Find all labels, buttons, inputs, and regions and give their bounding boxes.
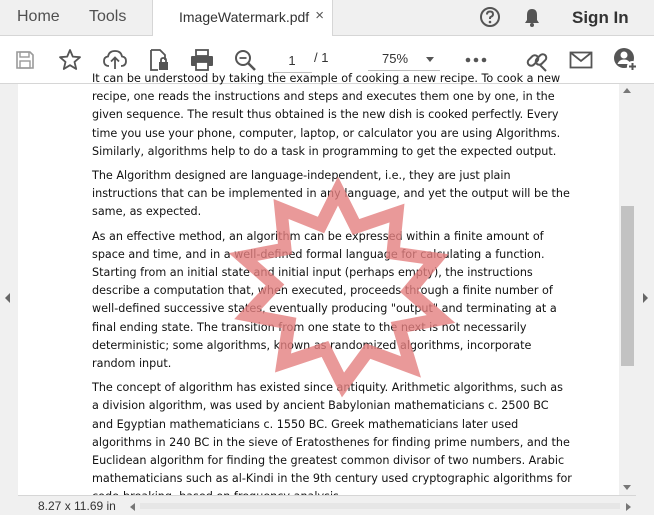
chevron-down-icon	[426, 57, 434, 62]
scroll-right-icon[interactable]	[626, 503, 631, 511]
add-user-icon[interactable]	[612, 46, 640, 74]
horizontal-scroll-track[interactable]	[140, 503, 620, 509]
right-panel-toggle[interactable]	[636, 84, 654, 515]
pdf-page	[18, 72, 619, 495]
scrollbar-thumb[interactable]	[621, 206, 634, 366]
zoom-value: 75%	[382, 51, 409, 66]
tab-tools[interactable]: Tools	[89, 8, 127, 25]
page-total: / 1	[314, 50, 329, 65]
save-icon[interactable]	[11, 46, 39, 74]
close-icon[interactable]: ×	[315, 7, 324, 24]
document-viewport[interactable]	[18, 72, 619, 495]
status-bar	[18, 495, 636, 515]
tab-home[interactable]: Home	[17, 8, 60, 25]
zoom-select[interactable]	[368, 48, 440, 71]
left-panel-toggle[interactable]	[0, 84, 18, 515]
star-icon[interactable]	[56, 46, 84, 74]
paragraph: The concept of algorithm has existed since antiquity. Arithmetic algorithms, such as a division algorithm, was used by ancient Babylonian mathematicians c. 2500 BC and Egyptian mathematicians c. 1550 BC. Greek mathematicians later used algorithms in 240 BC in the sieve of Eratosthenes for finding prime numbers, and the Euclidean algorithm for finding the greatest common divisor of two numbers. Arabic mathematicians such as al-Kindi in the 9th century used cryptographic algorithms for	[92, 381, 572, 486]
document-tab-label: ImageWatermark.pdf	[179, 9, 310, 25]
vertical-scrollbar[interactable]	[619, 84, 636, 495]
tab-bar	[0, 0, 654, 36]
tab-document[interactable]	[152, 0, 333, 36]
scroll-left-icon[interactable]	[130, 503, 135, 511]
bell-icon[interactable]	[521, 6, 543, 28]
paragraph: As an effective method, an algorithm can be expressed within a finite amount of space and time, and in a well-defined formal language for calculating a function. Starting from an initial state and initial input (perhaps empty), the instructions describe a computation that, when executed, proceeds through a finite number of well-defined successive states, eventually producing "output" and terminating at a final ending state. The transition from one state to the next is not necessarily deterministic; some algorithms, known as randomized algorithms, incorporate random input.	[92, 229, 557, 371]
paragraph: It can be understood by taking the example of cooking a new recipe. To cook a new recipe, one reads the instructions and steps and executes them one by one, in the given sequence. The result thus obtained is the new dish is cooked perfectly. Every time you use your phone, computer, laptop, or calculator you are using Algorithms. Similarly, algorithms help to do a task in programming to get the expected output.	[92, 72, 561, 158]
watermark-gear-image	[223, 179, 453, 394]
sign-in-button[interactable]: Sign In	[572, 8, 629, 27]
page-size-label: 8.27 x 11.69 in	[38, 499, 116, 513]
scroll-up-icon[interactable]	[623, 88, 631, 93]
horizontal-scrollbar[interactable]	[140, 503, 620, 509]
chevron-left-icon[interactable]	[5, 293, 10, 303]
paragraph: The Algorithm designed are language-independent, i.e., they are just plain instructions that can be implemented in any language, and yet the output will be the same, as expected.	[92, 169, 570, 219]
scroll-down-icon[interactable]	[623, 485, 631, 490]
chevron-right-icon[interactable]	[643, 293, 648, 303]
help-icon[interactable]	[479, 6, 501, 28]
